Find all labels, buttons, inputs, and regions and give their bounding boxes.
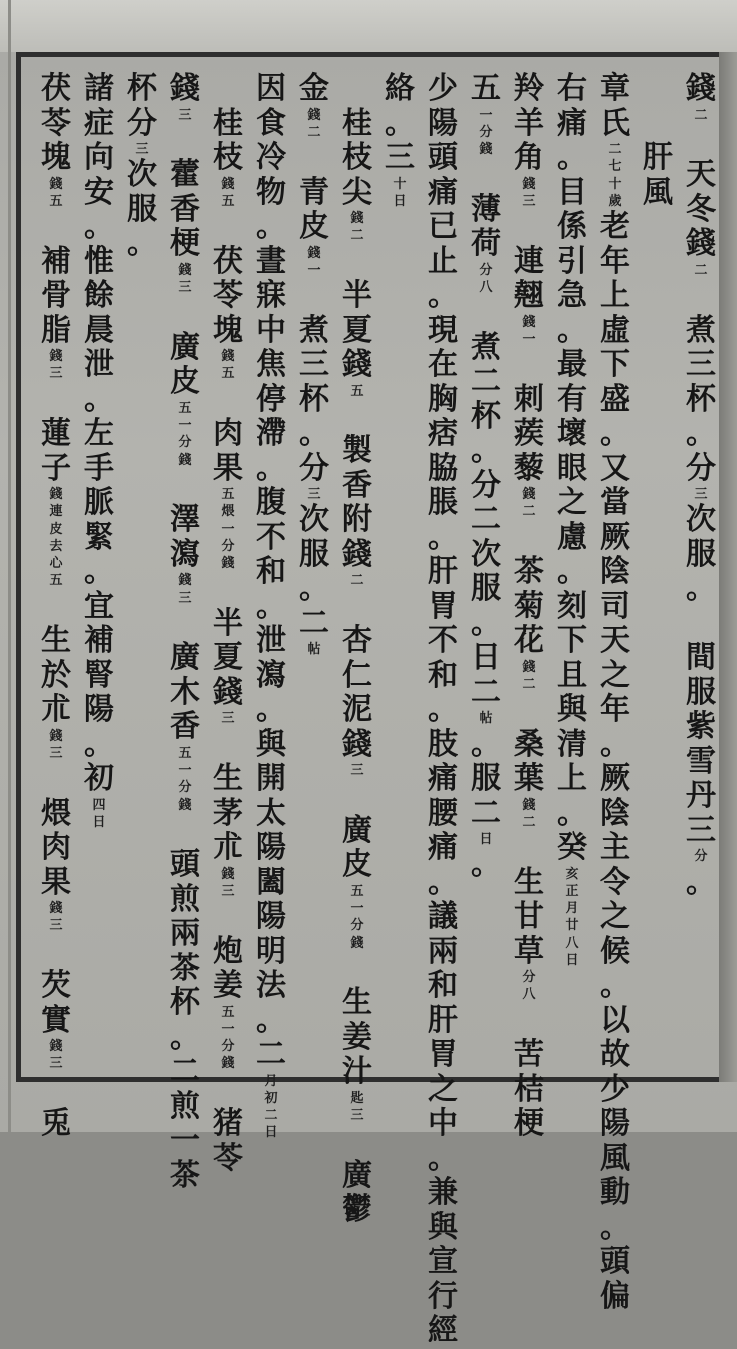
page-fold-line	[8, 0, 11, 1132]
page-top-margin	[0, 0, 737, 52]
text-column-7: 少 陽 頭 痛 已 止 。 現 在 胸 痞 脇 脹 。 肝 胃 不 和 。 肢 痛 腰 痛 。 議 兩 和 肝 胃 之 中 。 兼 與 宣 行 經	[428, 71, 458, 1348]
text-column-2: 肝 風	[643, 140, 673, 210]
text-column-14: 杯 分 三 次 服 。	[127, 71, 157, 262]
text-column-9: 桂 枝 尖 錢 二 半 夏 錢 五 製 香 附 錢 二 杏 仁 泥 錢 三 廣 皮 五 一 分 錢 生 姜 汁 匙 三 廣 鬱	[342, 105, 372, 1228]
text-column-5: 羚 羊 角 錢 三 連 翹 錢 一 刺 蒺 藜 錢 二 茶 菊 花 錢 二 桑 葉 錢 二 生 甘 草 分 八 苦 桔 梗	[514, 71, 544, 1141]
text-area	[21, 71, 716, 1348]
text-column-13: 錢 三 藿 香 梗 錢 三 廣 皮 五 一 分 錢 澤 瀉 錢 三 廣 木 香 五 一 分 錢 頭 煎 兩 茶 杯 。 二 煎 一 茶	[170, 71, 200, 1193]
text-column-15: 諸 症 向 安 。 惟 餘 晨 泄 。 左 手 脈 緊 。 宜 補 腎 陽 。 初 四 日	[84, 71, 114, 830]
text-column-4: 右 痛 。 目 係 引 急 。 最 有 壞 眼 之 慮 。 刻 下 且 與 清 上 。 癸 亥 正 月 廿 八 日	[557, 71, 587, 968]
text-column-3: 章 氏 二 七 十 歲 老 年 上 虛 下 盛 。 又 當 厥 陰 司 天 之 年 。 厥 陰 主 令 之 候 。 以 故 少 陽 風 動 。 頭 偏	[600, 71, 630, 1314]
text-column-16: 茯 苓 塊 錢 五 補 骨 脂 錢 三 蓮 子 錢 連 皮 去 心 五 生 於 朮 錢 三 煨 肉 果 錢 三 芡 實 錢 三 兎	[41, 71, 71, 1141]
text-column-6: 五 一 分 錢 薄 荷 分 八 煮 二 杯 。 分 二 次 服 。 日 二 帖 。 服 二 日 。	[471, 71, 501, 883]
text-column-1: 錢 二 天 冬 錢 二 煮 三 杯 。 分 三 次 服 。 間 服 紫 雪 丹 三 分 。	[686, 71, 716, 900]
text-column-10: 金 錢 二 青 皮 錢 一 煮 三 杯 。 分 三 次 服 。 二 帖	[299, 71, 329, 658]
text-column-8: 絡 。 三 十 日	[385, 71, 415, 209]
text-column-12: 桂 枝 錢 五 茯 苓 塊 錢 五 肉 果 五 煨 一 分 錢 半 夏 錢 三 生 茅 朮 錢 三 炮 姜 五 一 分 錢 猪 苓	[213, 105, 243, 1176]
text-column-11: 因 食 冷 物 。 晝 寐 中 焦 停 滯 。 腹 不 和 。 泄 瀉 。 與 開 太 陽 闔 陽 明 法 。 二 月 初 二 日	[256, 71, 286, 1141]
